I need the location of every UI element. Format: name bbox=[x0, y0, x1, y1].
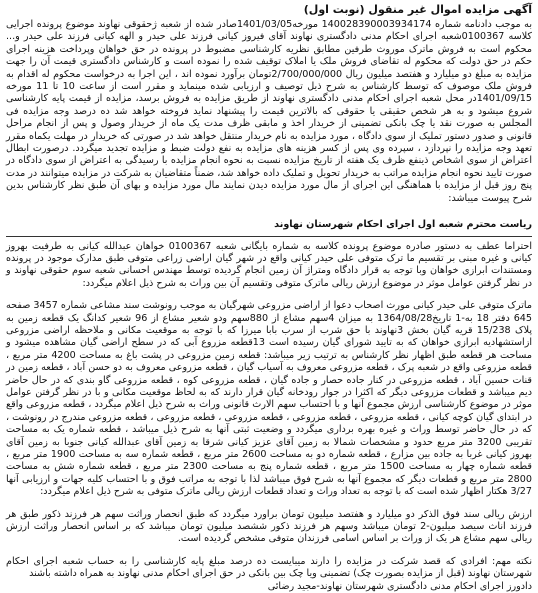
notice-intro-paragraph: به موجب دادنامه شماره 140028390003934174 مورخه1401/03/05صادر شده از شعبه ژ‌حقوقی نهاوند موضوع پرونده اجرایی کلاسه 0100367شعبه اجرای احکام مدنی دادگستری نهاوند آقای فیروز کیانی فرزند علی حیدر و الهه کیانی فرزند علی حیدر و... محکوم است به فروش ماترک موروث طرفین مطابق نظریه کارشناسی مضبوط در پرونده در حق خواهان وپرداخت هزینه اجرای حکم در حق دولت که محکوم له تقاضای فروش ملک یا املاک توقیف شده را نموده است و کارشناس دادگستری قیمت آن را جهت مزایده به مبلغ دو میلیارد و هفتصد میلیون ریال 2/700/000/000تومان برآورد نموده اند ، این اجرا به درخواست محکوم له اقدام به فروش ملک موصوف که توسط کارشناس به شرح ذیل توصیف و ارزیابی شده مینماید و مقرر است از ساعت 10 تا 11 مورخه 1401/09/15در محل شعبه اجرای احکام مدنی دادگستری نهاوند از طریق مزایده به فروش برسد، مزایده از قیمت پایه کارشناسی شروع میشود و به هر شخص حقیقی یا حقوقی که بالاترین قیمت را پیشنهاد نماید فروخته خواهد شد ده درصد وجه مزایده فی المجلس به صورت نقد یا چک بانکی تضمینی از خریدار اخذ و مابقی ظرف مدت یک ماه از خریدار وصول و پس از انجام مراحل قانونی و صدور دستور تملیک از سوی دادگاه ، مورد مزایده به نام خریدار منتقل خواهد شد در صورتی که خریدار در مهلت یکماه مقرر تعهد وجه مزایده را نپردازد ، سپرده وی پس از کسر هزینه های مزایده به نفع دولت ضبط و مزایده تجدید میگردد. درصورت ابطال اعتراض از سوی اشخاص ذینفع ظرف یک هفته از تاریخ مزایده نسبت به نحوه انجام مزایده با رسیدگی به اعتراض از سوی دادگاه در صورت تایید نحوه انجام مزایده مراتب به خریدار تحویل و تملیک داده خواهد شد، ضمناً متقاضیان به شرکت در مزایده میتوانند در مدت پنج روز قبل از مزایده با هماهنگی این اجرای از مال مورد مزایده دیدن نمایند مال مورد مزایده و بهای آن طبق نظر کارشناس بدین شرح پیوست میباشد: bbox=[6, 19, 532, 204]
important-note-paragraph: نکته مهم: افرادی که قصد شرکت در مزایده را دارند میبایست ده درصد مبلغ پایه کارشناسی را به حساب شعبه اجرای احکام شهرستان نهاوند (قبل از مزایده بصورت چک) تضمینی ویا چک بین بانکی در حق اجرای احکام مدنی نهاوند به همراه داشته باشند bbox=[6, 555, 532, 580]
spacer bbox=[6, 499, 532, 509]
notice-title: آگهی مزایده اموال غیر منقول (نوبت اول) bbox=[303, 3, 532, 16]
greeting-paragraph: احتراما عطف به دستور صادره موضوع پرونده کلاسه به شماره بایگانی شعبه 0100367 خواهان عبدالله کیانی به طرفیت بهروز کیانی و غیره مبنی بر تقسیم ما ترک متوفی علی حیدر کیانی واقع در شهر گیان اراضی زراعی متوفی طبق مدارک موجود در پرونده ومستندات ابرازی خواهان وبا توجه به قرار دادگاه ومتراژ آن زمین انجام گردیده توسط مهندس احسانی شعبه سوم حقوقی نهاوند و در نظر گرفتن عوامل موثر در موضوع ارزش ریالی ماترک متوفی وتقسیم آن بین وراث به شرح ذیل اعلام میگردد: bbox=[6, 240, 532, 289]
signature-line: دادورز اجرای احکام مدنی دادگستری شهرستان نهاوند-مجید رضائی bbox=[267, 580, 532, 592]
spacer bbox=[6, 546, 532, 556]
spacer bbox=[6, 205, 532, 219]
property-description-paragraph: ماترک متوفی علی حیدر کیانی مورث اصحاب دعوا از اراضی مزروعی شهرگیان به موجب رونوشت سند مشاعی شماره 3457 صفحه 645 دفتر 18 به-1 تاریخ1364/08/28 به میزان 4سهم مشاع از 880سهم ودو شعیر مشاع از 96 شعیر کدانگ یک قطعه زمین به پلاک 15/238 قریه گیان بخش 3نهاوند با حق شرب از سرب بابا میرزا که با توجه به موقعیت مکانی و ملاحظه اراضی مزروعی ازاستشهادیه ابرازی خواهان که به تایید شورای گیان رسیده است 13قطعه مزروع آبی که در سطح اراضی گیان مشاهده میشود و مساحت هر قطعه طبق اظهار نظر کارشناس به ترتیب زیر میباشد: قطعه زمین مزروعی در پشت باغ به مساحت 4200 متر مربع ، قطعه مزروعی واقع در شعبه پرک ، قطعه مزروعی معروف به آسیاب گیان ، قطعه مزروعی معروف به دو حسن آباد ، قطعه زمین در قنات حسین آباد ، قطعه مزروعی در کنار جاده حصار و جاده گیان ، قطعه مزروعی کوه ، قطعه مزروعی گاو بندی که در حال حاضر دیم میباشد و قطعات مزروعی دیگر که اکثرا در جوار رودخانه گیان قرار دارند که به لحاظ موقعیت مکانی و با در نظر گرفتن عوامل موثر در موضوع کارشناسی ارزش مجموع آنها و با احتساب سهم الارث قانونی وراث به شرح ذیل اعلام میگردد ، قطعه مزروعی واقع در ابتدای گیان کوچه کیانی ، قطعه مزروعی ، قطعه مزروعی ، قطعه مزروعی ، قطعه مزروعی ، قطعه مزروعی مندرج در رونوشت ، که در حال حاضر توسط وراث و غیره بهره برداری میگردد و وضعیت ثبتی آنها به شرح ذیل میباشد ، قطعه شماره یک به مساحت تقریبی 3200 متر مربع حدود و مشخصات شمالا به زمین آقای عزیز کیانی شرقا به زمین آقای عبدالله کیانی جنوبا به زمین آقای بهروز کیانی غربا به جاده بین مزارع ، قطعه شماره دو به مساحت 2600 متر مربع ، قطعه شماره سه به مساحت 1900 متر مربع ، قطعه شماره چهار به مساحت 1500 متر مربع ، قطعه شماره پنج به مساحت 2300 متر مربع ، قطعه شماره شش به مساحت 2800 متر مربع و قطعات دیگر که مجموع آنها به شرح فوق میباشد لذا با توجه به مراتب فوق و با احتساب کلیه جهات و ارزیابی آنها 3/27 هکتار اظهار شده است که با توجه به تعداد وراث و تعداد قطعات ارزش ریالی ماترک متوفی به شرح ذیل اعلام میگردد: bbox=[6, 300, 533, 498]
section-divider bbox=[6, 236, 532, 237]
addressee-line: ریاست محترم شعبه اول اجرای احکام شهرستان نهاوند bbox=[274, 219, 532, 231]
spacer bbox=[6, 290, 532, 300]
valuation-paragraph: ارزش ریالی سند فوق الذکر دو میلیارد و هفتصد میلیون تومان براورد میگردد که طبق انحصار وراثت سهم هر فرزند ذکور طبق هر فرزند اناث سیصد میلیون-2 تومان میباشد وسهم هر فرزند ذکور ششصد میلیون تومان میباشد که بر اساس انحصار وراثت ارزش ریالی سهم مشاع هر یک از وراث بر اساس اسامی فرزندان متوفی مشخص گردیده است. bbox=[6, 508, 533, 545]
